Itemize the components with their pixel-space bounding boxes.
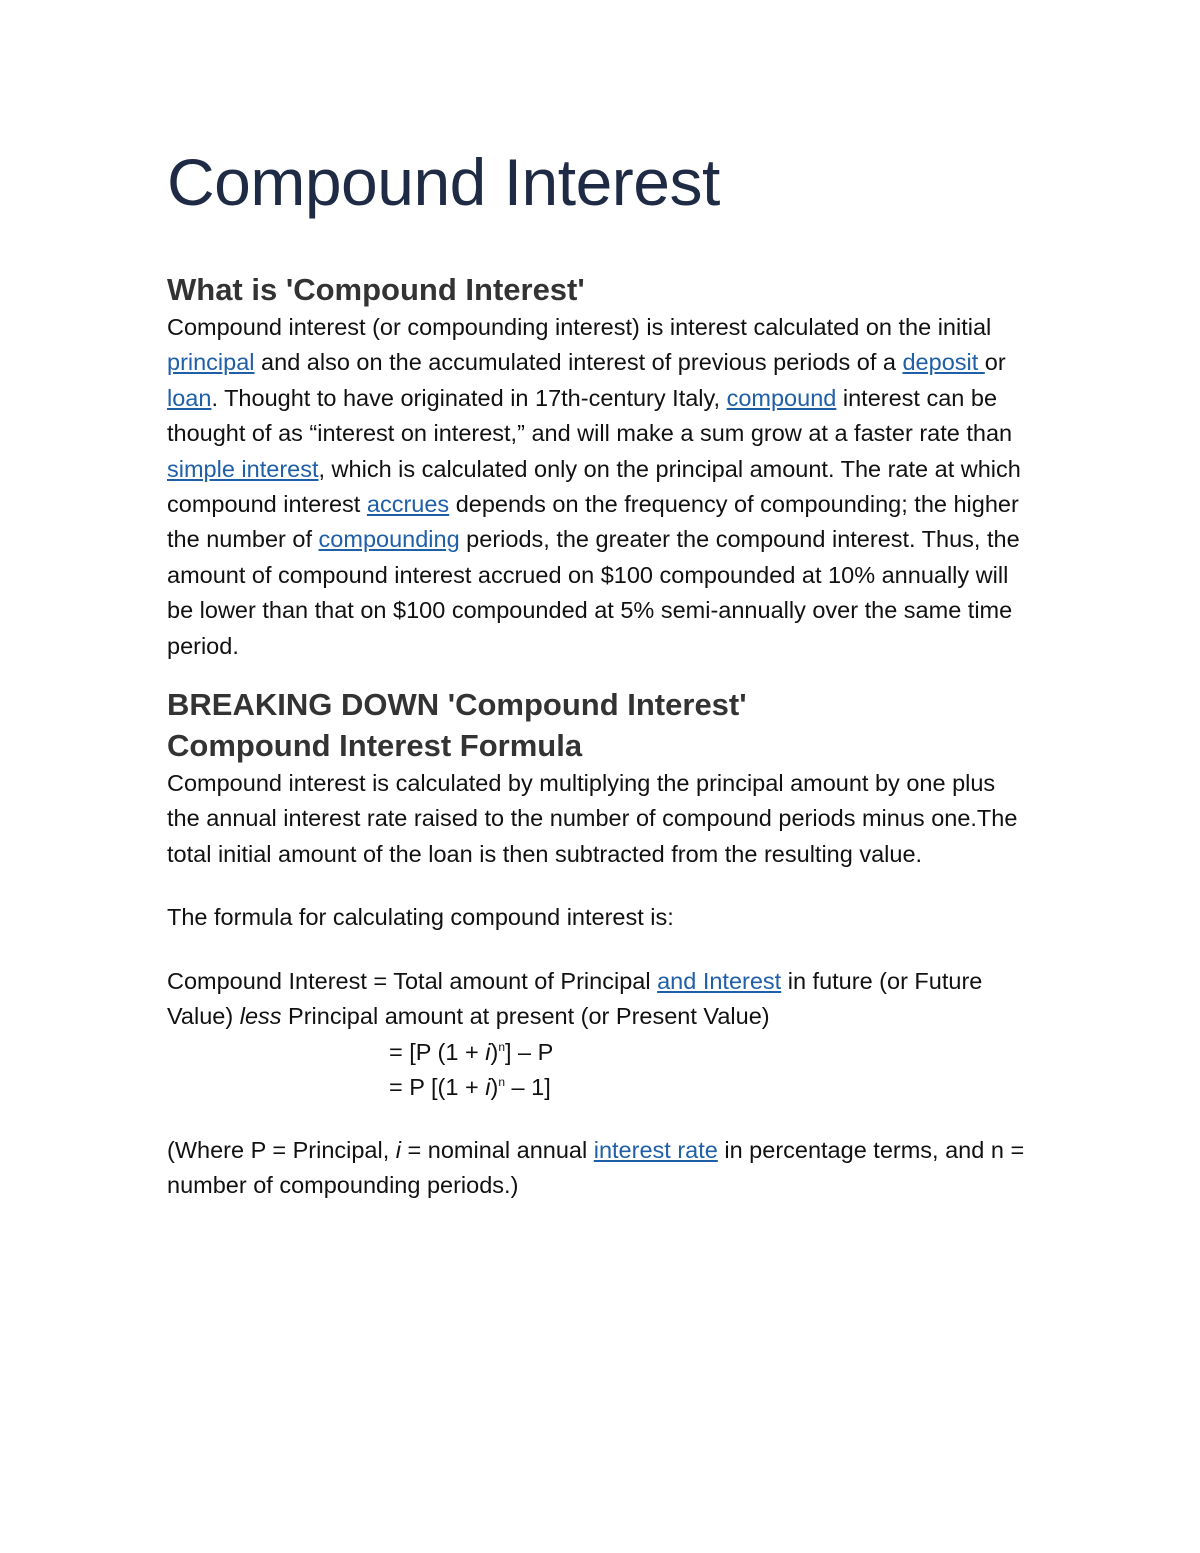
formula-text: ) — [490, 1038, 499, 1065]
variable-i: i — [395, 1136, 402, 1163]
formula-definition-paragraph — [167, 964, 1027, 1035]
text-run: or — [984, 349, 1006, 376]
link-compounding[interactable]: compounding — [318, 526, 460, 553]
text-run: (Where P = Principal, — [167, 1136, 396, 1163]
formula-text: ] – P — [505, 1038, 554, 1065]
text-run: Principal amount at present (or Present Value) — [281, 1003, 770, 1030]
text-run: interest can be thought of as “interest on interest,” and will make a sum grow at a faster rate than — [167, 384, 1013, 447]
link-deposit[interactable]: deposit — [902, 349, 985, 376]
formula-intro-paragraph: The formula for calculating compound interest is: — [167, 904, 674, 931]
formula-text: = P [(1 + — [389, 1073, 486, 1100]
formula-variable-i: i — [485, 1073, 491, 1100]
section-heading-what-is: What is 'Compound Interest' — [167, 272, 585, 307]
link-simple-interest[interactable]: simple interest — [167, 455, 319, 482]
variables-legend-paragraph — [167, 1133, 1027, 1204]
text-run: depends on the frequency of compounding; the higher the number of — [167, 491, 1019, 553]
link-loan[interactable]: loan — [167, 384, 212, 411]
text-run: in percentage terms, and n = number of compounding periods.) — [167, 1136, 1025, 1198]
text-run: and also on the accumulated interest of previous periods of a — [254, 349, 903, 376]
link-interest-rate[interactable]: interest rate — [593, 1136, 718, 1163]
emphasis-less: less — [239, 1003, 282, 1030]
formula-line-1 — [167, 1035, 1027, 1070]
formula-exponent-n: n — [498, 1074, 505, 1089]
formula-variable-i: i — [485, 1038, 491, 1065]
text-run: periods, the greater the compound interest. Thus, the amount of compound interest accrued on $100 compounded at 10% annually will be lower than that on $100 compounded at 5% semi-annually over the same time period. — [167, 526, 1020, 659]
text-run: = nominal annual — [401, 1136, 594, 1163]
formula-text: – 1] — [505, 1073, 551, 1100]
link-compound[interactable]: compound — [726, 384, 837, 411]
page-title: Compound Interest — [167, 145, 720, 219]
text-run: Compound Interest = Total amount of Principal — [167, 967, 658, 994]
formula-line-2 — [167, 1070, 1027, 1105]
formula-text: = [P (1 + — [389, 1038, 486, 1065]
link-accrues[interactable]: accrues — [366, 491, 450, 518]
link-and-interest[interactable]: and Interest — [657, 967, 782, 994]
section-heading-formula: Compound Interest Formula — [167, 728, 583, 764]
definition-paragraph — [167, 310, 1027, 664]
formula-explanation-paragraph: Compound interest is calculated by multiplying the principal amount by one plus the annual interest rate raised to the number of compound periods minus one.The total initial amount of the loan is then subtracted from the resulting value. — [167, 770, 1018, 867]
text-run: in future (or Future Value) — [167, 967, 983, 1030]
link-principal[interactable]: principal — [167, 349, 255, 376]
text-run: Compound interest (or compounding interest) is interest calculated on the initial — [167, 314, 992, 340]
document-content — [167, 138, 1027, 1203]
formula-exponent-n: n — [498, 1039, 505, 1054]
formula-text: ) — [490, 1073, 499, 1100]
text-run: , which is calculated only on the principal amount. The rate at which compound interest — [167, 455, 1021, 518]
text-run: . Thought to have originated in 17th-century Italy, — [211, 384, 727, 411]
section-heading-breaking-down: BREAKING DOWN 'Compound Interest' — [167, 687, 747, 723]
